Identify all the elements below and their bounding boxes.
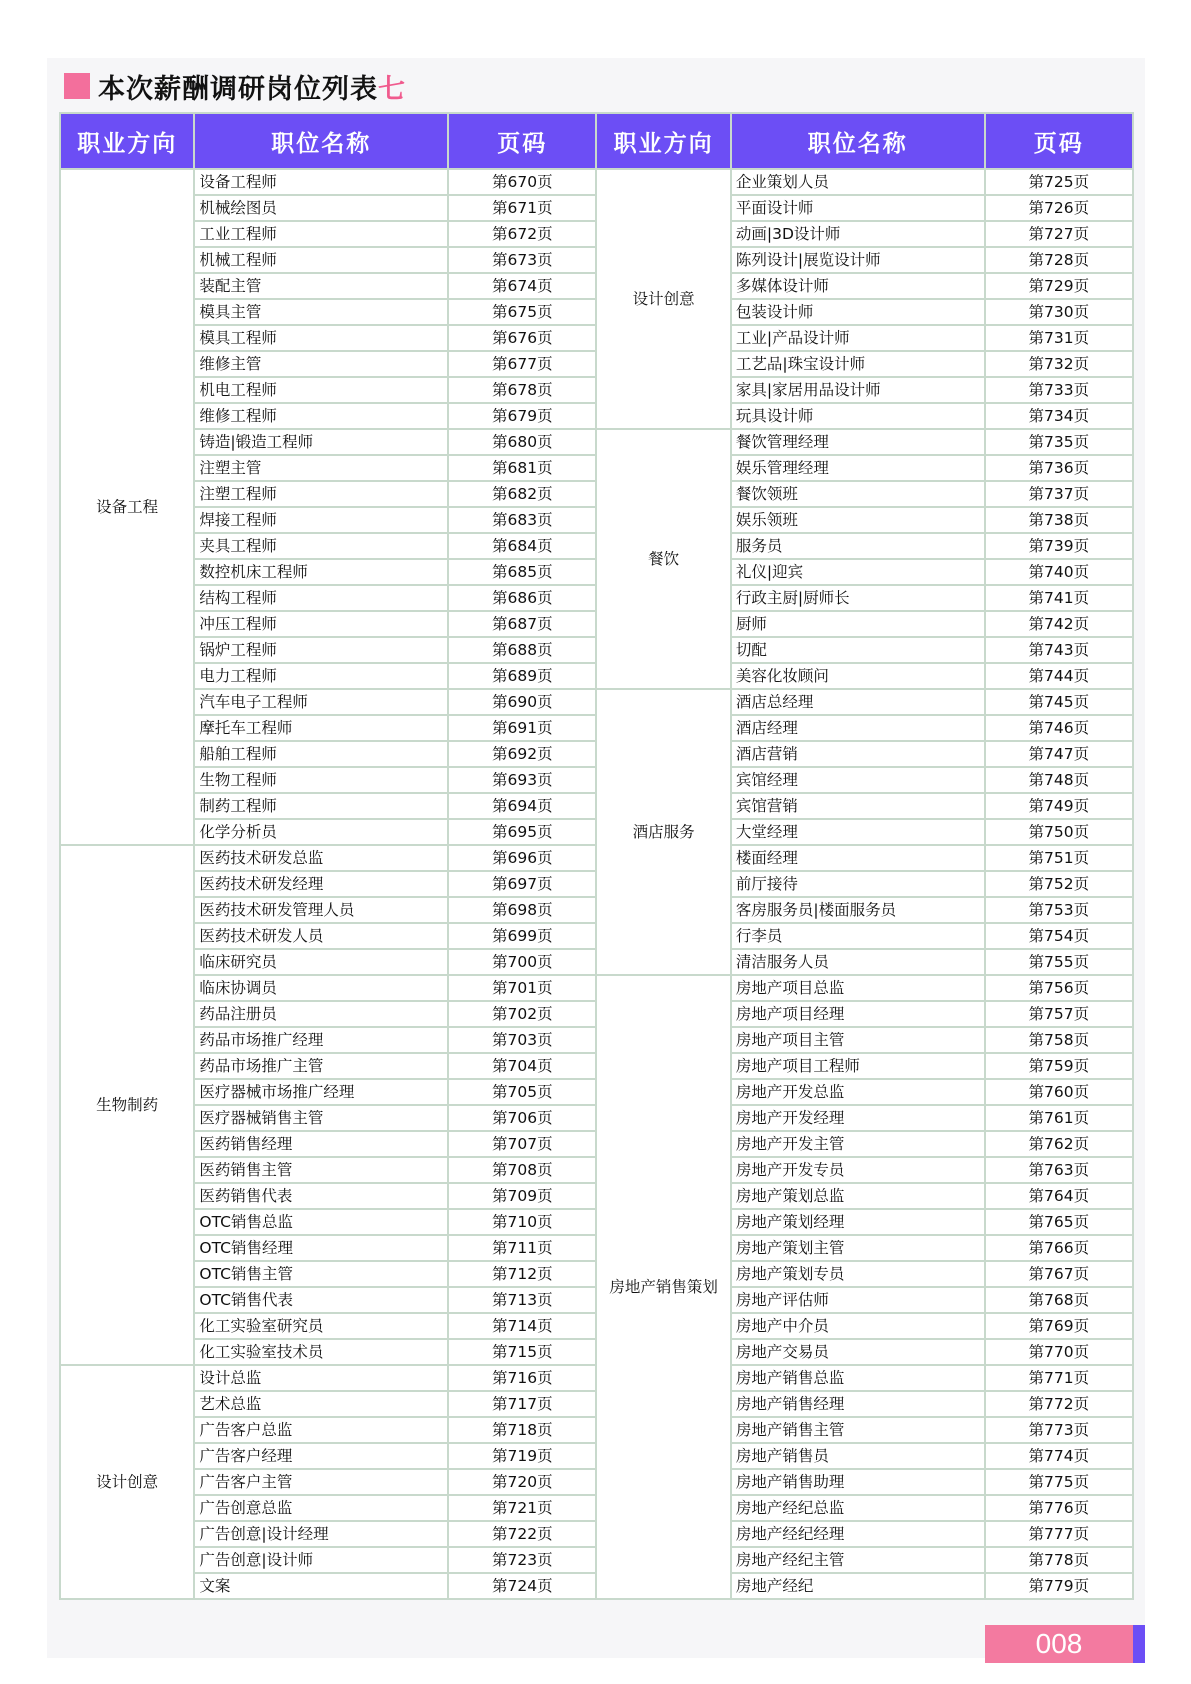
position-name: 房地产经纪经理 — [731, 1521, 985, 1547]
page-ref: 第675页 — [448, 299, 596, 325]
position-name: 工艺品|珠宝设计师 — [731, 351, 985, 377]
position-name: 维修工程师 — [194, 403, 448, 429]
position-name: 机电工程师 — [194, 377, 448, 403]
page-ref: 第746页 — [985, 715, 1133, 741]
position-name: 数控机床工程师 — [194, 559, 448, 585]
page-ref: 第678页 — [448, 377, 596, 403]
position-name: 企业策划人员 — [731, 169, 985, 195]
position-name: 维修主管 — [194, 351, 448, 377]
position-name: 焊接工程师 — [194, 507, 448, 533]
page-ref: 第724页 — [448, 1573, 596, 1599]
page-ref: 第756页 — [985, 975, 1133, 1001]
page-number-accent — [1133, 1625, 1145, 1663]
position-name: 化工实验室技术员 — [194, 1339, 448, 1365]
position-name: 切配 — [731, 637, 985, 663]
page-ref: 第733页 — [985, 377, 1133, 403]
position-name: 医药销售代表 — [194, 1183, 448, 1209]
table-row — [60, 975, 1133, 1001]
page-ref: 第765页 — [985, 1209, 1133, 1235]
page-ref: 第728页 — [985, 247, 1133, 273]
position-name: 医药技术研发人员 — [194, 923, 448, 949]
page-ref: 第683页 — [448, 507, 596, 533]
position-name: 房地产开发经理 — [731, 1105, 985, 1131]
page-ref: 第738页 — [985, 507, 1133, 533]
position-name: 厨师 — [731, 611, 985, 637]
page-ref: 第676页 — [448, 325, 596, 351]
page-ref: 第752页 — [985, 871, 1133, 897]
position-name: 房地产销售主管 — [731, 1417, 985, 1443]
page-ref: 第700页 — [448, 949, 596, 975]
page-ref: 第730页 — [985, 299, 1133, 325]
position-name: 生物工程师 — [194, 767, 448, 793]
page-ref: 第779页 — [985, 1573, 1133, 1599]
page-ref: 第753页 — [985, 897, 1133, 923]
page-ref: 第740页 — [985, 559, 1133, 585]
category-cell: 酒店服务 — [596, 689, 730, 975]
page-ref: 第698页 — [448, 897, 596, 923]
position-name: 房地产项目工程师 — [731, 1053, 985, 1079]
page-ref: 第677页 — [448, 351, 596, 377]
position-name: 房地产销售员 — [731, 1443, 985, 1469]
position-name: OTC销售代表 — [194, 1287, 448, 1313]
page-ref: 第672页 — [448, 221, 596, 247]
position-name: 药品市场推广主管 — [194, 1053, 448, 1079]
page-ref: 第771页 — [985, 1365, 1133, 1391]
position-name: 清洁服务人员 — [731, 949, 985, 975]
page-number: 008 — [985, 1625, 1133, 1663]
page-ref: 第706页 — [448, 1105, 596, 1131]
table-header-row — [60, 113, 1133, 169]
position-name: 餐饮管理经理 — [731, 429, 985, 455]
page-ref: 第766页 — [985, 1235, 1133, 1261]
position-name: 广告创意|设计经理 — [194, 1521, 448, 1547]
page-ref: 第768页 — [985, 1287, 1133, 1313]
page-ref: 第680页 — [448, 429, 596, 455]
page-ref: 第674页 — [448, 273, 596, 299]
page-ref: 第776页 — [985, 1495, 1133, 1521]
page-ref: 第739页 — [985, 533, 1133, 559]
position-name: 房地产策划总监 — [731, 1183, 985, 1209]
header-page-right: 页码 — [985, 113, 1133, 169]
page-ref: 第778页 — [985, 1547, 1133, 1573]
position-name: 房地产销售助理 — [731, 1469, 985, 1495]
position-name: 家具|家居用品设计师 — [731, 377, 985, 403]
position-name: 机械工程师 — [194, 247, 448, 273]
page-ref: 第692页 — [448, 741, 596, 767]
page-ref: 第679页 — [448, 403, 596, 429]
page-ref: 第713页 — [448, 1287, 596, 1313]
position-name: 房地产经纪总监 — [731, 1495, 985, 1521]
position-name: OTC销售总监 — [194, 1209, 448, 1235]
category-cell: 设计创意 — [596, 169, 730, 429]
page-ref: 第737页 — [985, 481, 1133, 507]
page-ref: 第703页 — [448, 1027, 596, 1053]
page-ref: 第699页 — [448, 923, 596, 949]
position-name: 服务员 — [731, 533, 985, 559]
title-text: 本次薪酬调研岗位列表 — [98, 73, 378, 105]
position-name: 房地产销售经理 — [731, 1391, 985, 1417]
position-name: 行政主厨|厨师长 — [731, 585, 985, 611]
page-ref: 第729页 — [985, 273, 1133, 299]
position-name: 广告客户主管 — [194, 1469, 448, 1495]
position-name: 房地产策划专员 — [731, 1261, 985, 1287]
position-name: 陈列设计|展览设计师 — [731, 247, 985, 273]
page-ref: 第742页 — [985, 611, 1133, 637]
position-name: 房地产评估师 — [731, 1287, 985, 1313]
position-name: 房地产策划经理 — [731, 1209, 985, 1235]
page-ref: 第767页 — [985, 1261, 1133, 1287]
page-ref: 第754页 — [985, 923, 1133, 949]
position-name: 化工实验室研究员 — [194, 1313, 448, 1339]
page-ref: 第710页 — [448, 1209, 596, 1235]
position-name: 临床研究员 — [194, 949, 448, 975]
position-name: 设备工程师 — [194, 169, 448, 195]
page-ref: 第747页 — [985, 741, 1133, 767]
page-ref: 第687页 — [448, 611, 596, 637]
page-ref: 第712页 — [448, 1261, 596, 1287]
page-ref: 第694页 — [448, 793, 596, 819]
position-name: 玩具设计师 — [731, 403, 985, 429]
position-name: 设计总监 — [194, 1365, 448, 1391]
position-name: 化学分析员 — [194, 819, 448, 845]
position-name: 广告创意总监 — [194, 1495, 448, 1521]
position-name: 广告客户经理 — [194, 1443, 448, 1469]
page-ref: 第734页 — [985, 403, 1133, 429]
position-name: 房地产项目总监 — [731, 975, 985, 1001]
position-name: 医药销售主管 — [194, 1157, 448, 1183]
position-name: 房地产经纪 — [731, 1573, 985, 1599]
page-ref: 第707页 — [448, 1131, 596, 1157]
position-name: 包装设计师 — [731, 299, 985, 325]
title-accent: 七 — [378, 73, 405, 105]
page-ref: 第697页 — [448, 871, 596, 897]
page-ref: 第670页 — [448, 169, 596, 195]
page-ref: 第705页 — [448, 1079, 596, 1105]
position-name: 药品市场推广经理 — [194, 1027, 448, 1053]
position-name: 广告创意|设计师 — [194, 1547, 448, 1573]
page-ref: 第761页 — [985, 1105, 1133, 1131]
position-name: 房地产策划主管 — [731, 1235, 985, 1261]
header-direction-left: 职业方向 — [60, 113, 194, 169]
page-ref: 第702页 — [448, 1001, 596, 1027]
category-cell: 设备工程 — [60, 169, 194, 845]
page-ref: 第722页 — [448, 1521, 596, 1547]
position-name: 医疗器械市场推广经理 — [194, 1079, 448, 1105]
position-name: 广告客户总监 — [194, 1417, 448, 1443]
page-ref: 第691页 — [448, 715, 596, 741]
position-table — [59, 112, 1134, 1600]
position-name: 电力工程师 — [194, 663, 448, 689]
position-name: 娱乐管理经理 — [731, 455, 985, 481]
page-ref: 第760页 — [985, 1079, 1133, 1105]
position-name: 文案 — [194, 1573, 448, 1599]
position-name: 模具主管 — [194, 299, 448, 325]
position-name: 医药技术研发经理 — [194, 871, 448, 897]
category-cell: 生物制药 — [60, 845, 194, 1365]
page-ref: 第685页 — [448, 559, 596, 585]
page-ref: 第709页 — [448, 1183, 596, 1209]
position-name: 医药销售经理 — [194, 1131, 448, 1157]
position-name: 多媒体设计师 — [731, 273, 985, 299]
page-ref: 第775页 — [985, 1469, 1133, 1495]
position-name: 餐饮领班 — [731, 481, 985, 507]
position-name: 医疗器械销售主管 — [194, 1105, 448, 1131]
position-name: 楼面经理 — [731, 845, 985, 871]
position-name: 房地产销售总监 — [731, 1365, 985, 1391]
table-row — [60, 429, 1133, 455]
page-ref: 第725页 — [985, 169, 1133, 195]
page-ref: 第762页 — [985, 1131, 1133, 1157]
position-name: 工业工程师 — [194, 221, 448, 247]
page-ref: 第735页 — [985, 429, 1133, 455]
page-ref: 第716页 — [448, 1365, 596, 1391]
position-name: 房地产开发总监 — [731, 1079, 985, 1105]
position-name: 礼仪|迎宾 — [731, 559, 985, 585]
position-name: 医药技术研发管理人员 — [194, 897, 448, 923]
page-ref: 第690页 — [448, 689, 596, 715]
page-ref: 第723页 — [448, 1547, 596, 1573]
position-name: 房地产中介员 — [731, 1313, 985, 1339]
page-ref: 第671页 — [448, 195, 596, 221]
position-name: 船舶工程师 — [194, 741, 448, 767]
page-ref: 第717页 — [448, 1391, 596, 1417]
category-cell: 设计创意 — [60, 1365, 194, 1599]
position-name: 房地产交易员 — [731, 1339, 985, 1365]
position-name: 摩托车工程师 — [194, 715, 448, 741]
position-name: 汽车电子工程师 — [194, 689, 448, 715]
position-name: 酒店总经理 — [731, 689, 985, 715]
page-ref: 第711页 — [448, 1235, 596, 1261]
page-ref: 第772页 — [985, 1391, 1133, 1417]
page-ref: 第773页 — [985, 1417, 1133, 1443]
position-name: 酒店营销 — [731, 741, 985, 767]
position-name: 娱乐领班 — [731, 507, 985, 533]
position-name: OTC销售主管 — [194, 1261, 448, 1287]
page-ref: 第695页 — [448, 819, 596, 845]
page-ref: 第688页 — [448, 637, 596, 663]
position-name: 酒店经理 — [731, 715, 985, 741]
page-ref: 第744页 — [985, 663, 1133, 689]
page-ref: 第681页 — [448, 455, 596, 481]
position-name: 机械绘图员 — [194, 195, 448, 221]
position-name: 美容化妆顾问 — [731, 663, 985, 689]
position-name: 工业|产品设计师 — [731, 325, 985, 351]
page-ref: 第731页 — [985, 325, 1133, 351]
page-ref: 第693页 — [448, 767, 596, 793]
position-name: OTC销售经理 — [194, 1235, 448, 1261]
position-name: 临床协调员 — [194, 975, 448, 1001]
page-ref: 第769页 — [985, 1313, 1133, 1339]
position-name: 房地产开发主管 — [731, 1131, 985, 1157]
position-name: 夹具工程师 — [194, 533, 448, 559]
position-name: 大堂经理 — [731, 819, 985, 845]
page-ref: 第701页 — [448, 975, 596, 1001]
category-cell: 房地产销售策划 — [596, 975, 730, 1599]
page-ref: 第686页 — [448, 585, 596, 611]
position-name: 冲压工程师 — [194, 611, 448, 637]
position-name: 制药工程师 — [194, 793, 448, 819]
page-ref: 第750页 — [985, 819, 1133, 845]
page-ref: 第720页 — [448, 1469, 596, 1495]
page-ref: 第745页 — [985, 689, 1133, 715]
page-ref: 第736页 — [985, 455, 1133, 481]
table-row — [60, 169, 1133, 195]
page-ref: 第770页 — [985, 1339, 1133, 1365]
page-ref: 第726页 — [985, 195, 1133, 221]
position-name: 宾馆经理 — [731, 767, 985, 793]
page-ref: 第719页 — [448, 1443, 596, 1469]
position-name: 医药技术研发总监 — [194, 845, 448, 871]
page-ref: 第715页 — [448, 1339, 596, 1365]
position-name: 结构工程师 — [194, 585, 448, 611]
page-ref: 第757页 — [985, 1001, 1133, 1027]
page-ref: 第704页 — [448, 1053, 596, 1079]
position-name: 平面设计师 — [731, 195, 985, 221]
page-ref: 第732页 — [985, 351, 1133, 377]
page-ref: 第682页 — [448, 481, 596, 507]
position-name: 客房服务员|楼面服务员 — [731, 897, 985, 923]
category-cell: 餐饮 — [596, 429, 730, 689]
page-ref: 第749页 — [985, 793, 1133, 819]
position-name: 行李员 — [731, 923, 985, 949]
position-name: 宾馆营销 — [731, 793, 985, 819]
position-name: 注塑主管 — [194, 455, 448, 481]
page-ref: 第741页 — [985, 585, 1133, 611]
page-title — [64, 66, 405, 106]
header-direction-right: 职业方向 — [596, 113, 730, 169]
position-name: 前厅接待 — [731, 871, 985, 897]
page-ref: 第758页 — [985, 1027, 1133, 1053]
page-ref: 第748页 — [985, 767, 1133, 793]
table-row — [60, 689, 1133, 715]
page-ref: 第673页 — [448, 247, 596, 273]
page-ref: 第718页 — [448, 1417, 596, 1443]
page-ref: 第684页 — [448, 533, 596, 559]
position-name: 注塑工程师 — [194, 481, 448, 507]
position-name: 房地产经纪主管 — [731, 1547, 985, 1573]
position-name: 艺术总监 — [194, 1391, 448, 1417]
header-position-right: 职位名称 — [731, 113, 985, 169]
page-ref: 第774页 — [985, 1443, 1133, 1469]
position-name: 房地产项目经理 — [731, 1001, 985, 1027]
position-name: 装配主管 — [194, 273, 448, 299]
position-name: 锅炉工程师 — [194, 637, 448, 663]
page-ref: 第714页 — [448, 1313, 596, 1339]
position-name: 模具工程师 — [194, 325, 448, 351]
page-ref: 第751页 — [985, 845, 1133, 871]
page-ref: 第689页 — [448, 663, 596, 689]
page-ref: 第777页 — [985, 1521, 1133, 1547]
page-ref: 第727页 — [985, 221, 1133, 247]
position-name: 房地产开发专员 — [731, 1157, 985, 1183]
page-ref: 第708页 — [448, 1157, 596, 1183]
position-name: 动画|3D设计师 — [731, 221, 985, 247]
page-ref: 第759页 — [985, 1053, 1133, 1079]
page-ref: 第755页 — [985, 949, 1133, 975]
page-ref: 第721页 — [448, 1495, 596, 1521]
page-ref: 第763页 — [985, 1157, 1133, 1183]
position-name: 药品注册员 — [194, 1001, 448, 1027]
page-ref: 第764页 — [985, 1183, 1133, 1209]
position-name: 铸造|锻造工程师 — [194, 429, 448, 455]
title-marker — [64, 73, 90, 99]
page-ref: 第696页 — [448, 845, 596, 871]
position-name: 房地产项目主管 — [731, 1027, 985, 1053]
header-page-left: 页码 — [448, 113, 596, 169]
page-ref: 第743页 — [985, 637, 1133, 663]
header-position-left: 职位名称 — [194, 113, 448, 169]
